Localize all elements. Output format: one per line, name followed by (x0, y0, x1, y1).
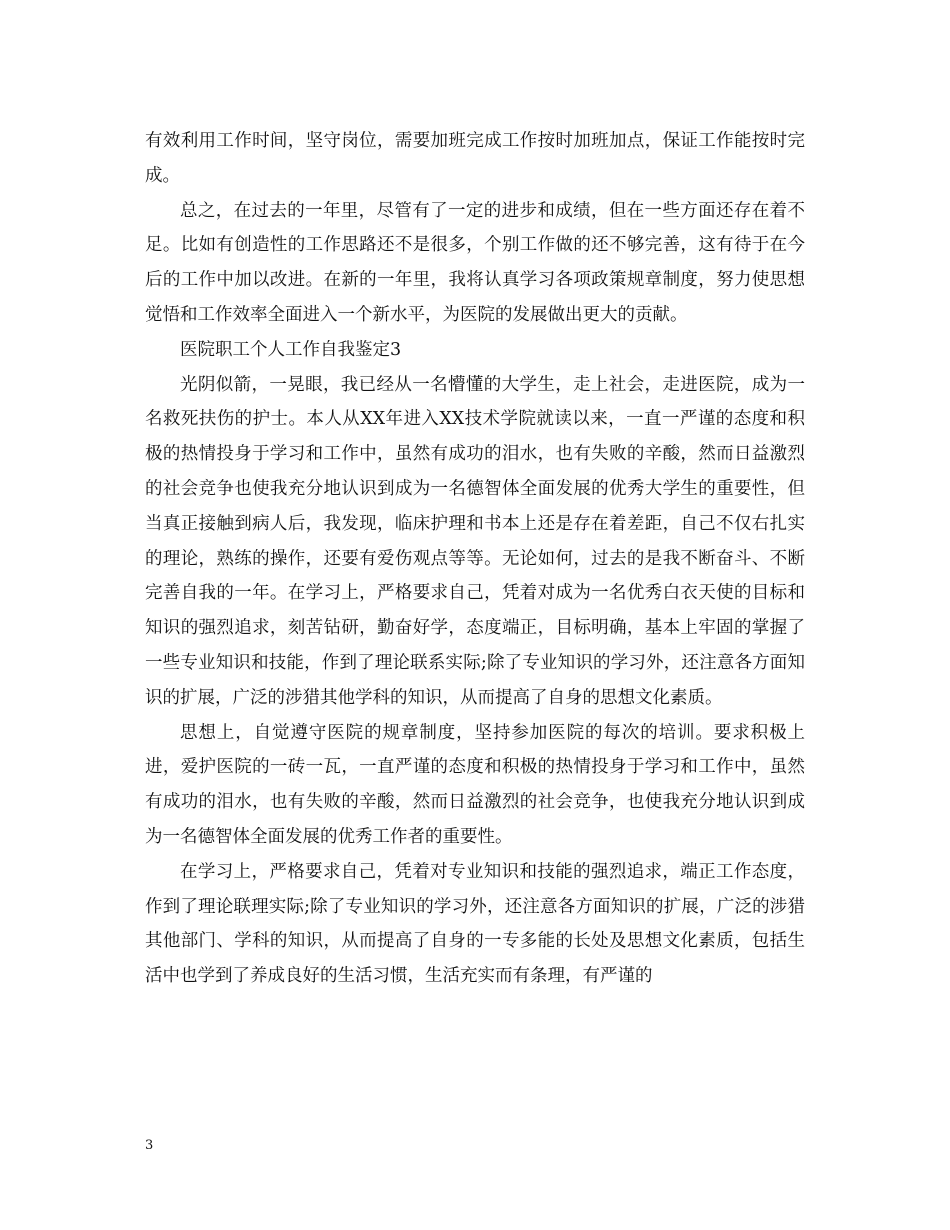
document-body (145, 124, 805, 994)
paragraph: 光阴似箭，一晃眼，我已经从一名懵懂的大学生，走上社会，走进医院，成为一名救死扶伤的护士。本人从XX年进入XX技术学院就读以来，一直一严谨的态度和积极的热情投身于学习和工作中，虽然有成功的泪水，也有失败的辛酸，然而日益激烈的社会竞争也使我充分地认识到成为一名德智体全面发展的优秀大学生的重要性，但当真正接触到病人后，我发现，临床护理和书本上还是存在着差距，自己不仅右扎实的理论，熟练的操作，还要有爱伤观点等等。无论如何，过去的是我不断奋斗、不断完善自我的一年。在学习上，严格要求自己，凭着对成为一名优秀白衣天使的目标和知识的强烈追求，刻苦钻研，勤奋好学，态度端正，目标明确，基本上牢固的掌握了一些专业知识和技能，作到了理论联系实际;除了专业知识的学习外，还注意各方面知识的扩展，广泛的涉猎其他学科的知识，从而提高了自身的思想文化素质。 (145, 374, 805, 708)
paragraph: 有效利用工作时间，坚守岗位，需要加班完成工作按时加班加点，保证工作能按时完成。 (145, 131, 805, 186)
section-heading: 医院职工个人工作自我鉴定3 (180, 339, 402, 360)
page-number: 3 (145, 1138, 154, 1153)
paragraph: 思想上，自觉遵守医院的规章制度，坚持参加医院的每次的培训。要求积极上进，爱护医院的一砖一瓦，一直严谨的态度和积极的热情投身于学习和工作中，虽然有成功的泪水，也有失败的辛酸，然而日益激烈的社会竞争，也使我充分地认识到成为一名德智体全面发展的优秀工作者的重要性。 (145, 722, 805, 847)
paragraph: 总之，在过去的一年里，尽管有了一定的进步和成绩，但在一些方面还存在着不足。比如有创造性的工作思路还不是很多，个别工作做的还不够完善，这有待于在今后的工作中加以改进。在新的一年里，我将认真学习各项政策规章制度，努力使思想觉悟和工作效率全面进入一个新水平，为医院的发展做出更大的贡献。 (145, 200, 805, 325)
paragraph: 在学习上，严格要求自己，凭着对专业知识和技能的强烈追求，端正工作态度，作到了理论联理实际;除了专业知识的学习外，还注意各方面知识的扩展，广泛的涉猎其他部门、学科的知识，从而提高了自身的一专多能的长处及思想文化素质，包括生活中也学到了养成良好的生活习惯，生活充实而有条理，有严谨的 (145, 861, 805, 987)
